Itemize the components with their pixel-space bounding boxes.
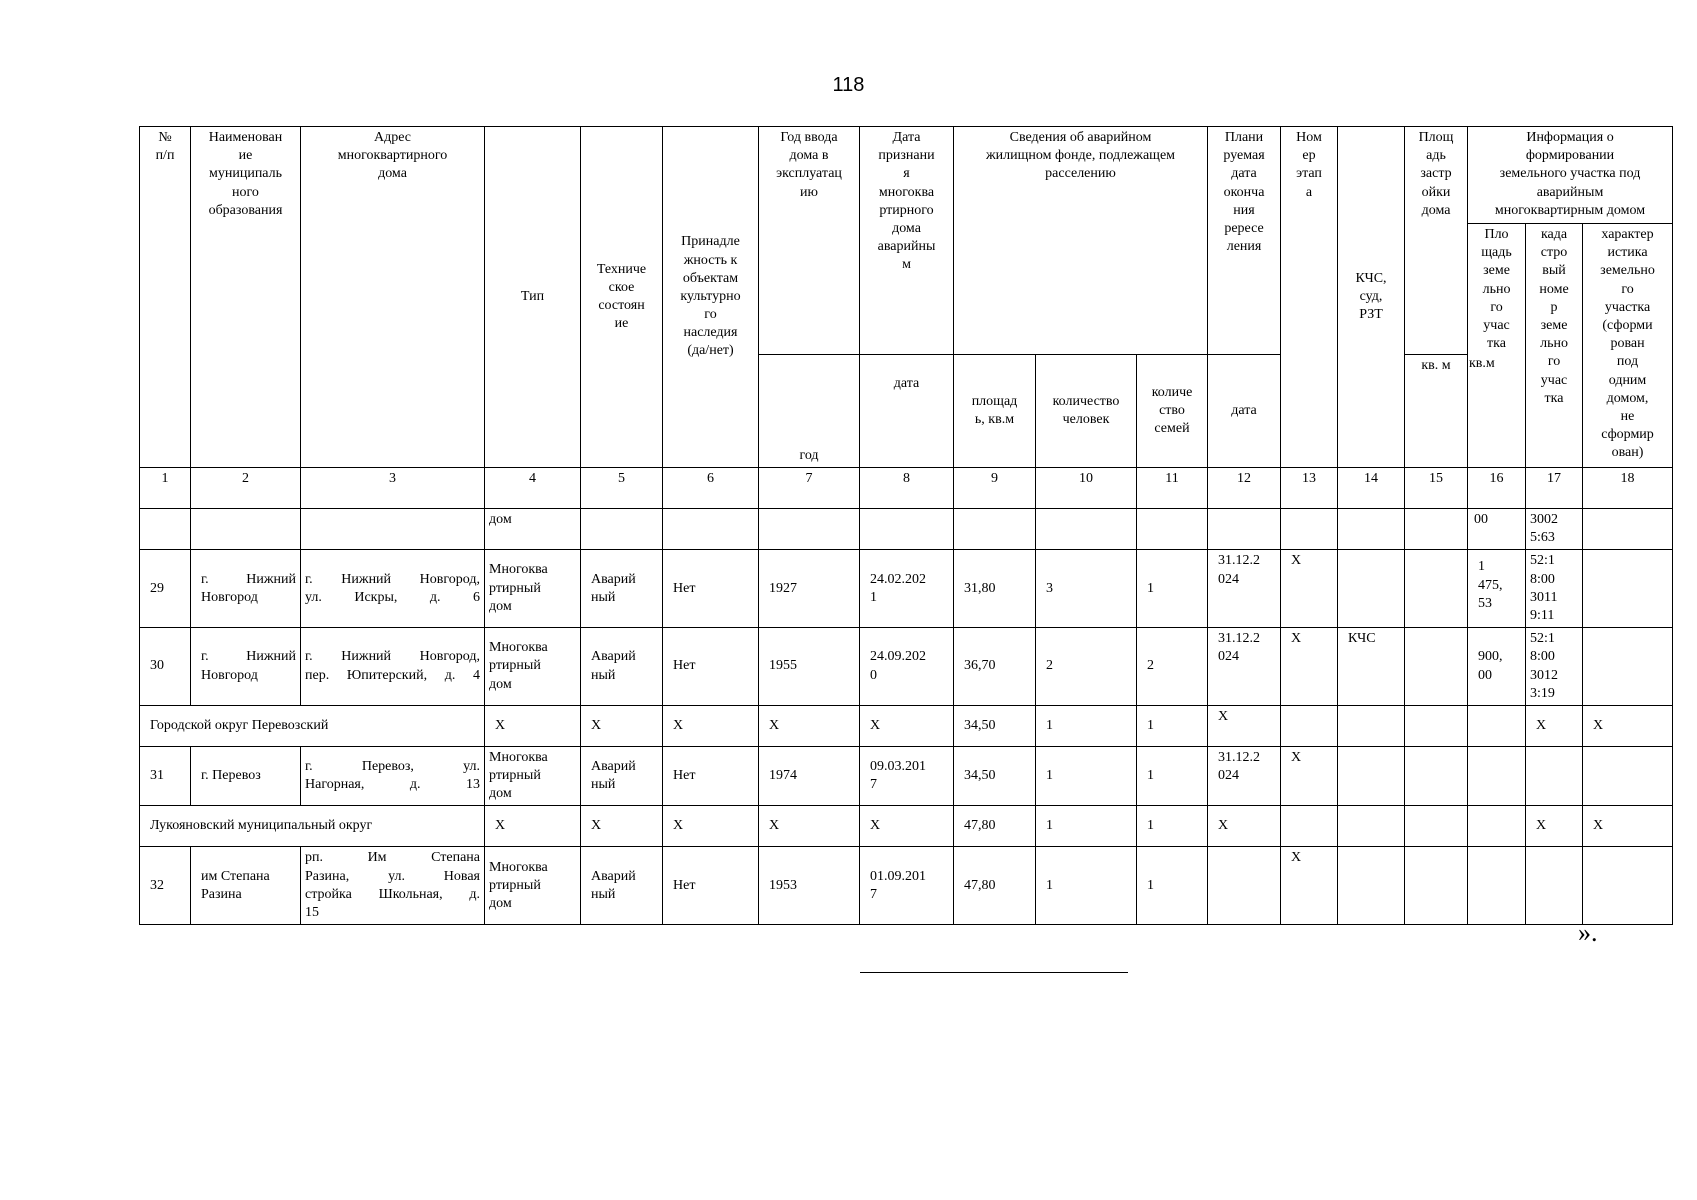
col-num-5: 5	[581, 468, 663, 509]
cell-cadastral: X	[1526, 705, 1583, 746]
unit-land-sqm: кв.м	[1469, 356, 1495, 371]
col-num-10: 10	[1036, 468, 1137, 509]
summary-title: Лукояновский муниципальный округ	[140, 806, 485, 847]
cell-cadastral: X	[1526, 806, 1583, 847]
col-num-4: 4	[485, 468, 581, 509]
header-land-info: Информация о формировании земельного участка под аварийным многоквартирным домом	[1468, 127, 1673, 224]
cell-state: Аварий ный	[581, 746, 663, 806]
cell-heritage: Нет	[663, 628, 759, 706]
cell-stage: X	[1281, 628, 1338, 706]
cell-people: 3	[1036, 550, 1137, 628]
cell-planned	[1208, 847, 1281, 925]
cell-type: Многоква ртирный дом	[485, 550, 581, 628]
header-build-area: Площ адь застр ойки дома	[1405, 127, 1468, 355]
cell-num: 30	[140, 628, 191, 706]
header-num: № п/п	[140, 127, 191, 468]
cell-planned: X	[1208, 806, 1281, 847]
table-row-32	[140, 847, 1673, 925]
cell-type: Многоква ртирный дом	[485, 628, 581, 706]
header-emergency-fund: Сведения об аварийном жилищном фонде, подлежащем расселению	[954, 127, 1208, 355]
header-date-recognized: Дата признани я многоква ртирного дома аварийны м	[860, 127, 954, 355]
cell-cadastral: 3002 5:63	[1526, 509, 1583, 550]
cell-heritage: X	[663, 705, 759, 746]
cell-address: рп. Им Степана Разина, ул. Новая стройка Школьная, д. 15	[301, 847, 485, 925]
cell-area: 34,50	[954, 746, 1036, 806]
unit-build-sqm: кв. м	[1405, 355, 1468, 468]
col-num-2: 2	[191, 468, 301, 509]
page-number: 118	[832, 74, 865, 96]
cell-heritage: Нет	[663, 847, 759, 925]
cell-num: 29	[140, 550, 191, 628]
cell-heritage: Нет	[663, 550, 759, 628]
cell-families: 1	[1137, 746, 1208, 806]
cell-heritage: X	[663, 806, 759, 847]
cell-cadastral: 52:1 8:00 3011 9:11	[1526, 550, 1583, 628]
header-heritage: Принадле жность к объектам культурно го наследия (да/нет)	[663, 127, 759, 468]
header-cadastral: када стро вый номе р земе льно го учас тка	[1526, 224, 1583, 468]
header-land-char: характер истика земельно го участка (сформи рован под одним домом, не сформир ован)	[1583, 224, 1673, 468]
cell-municipality: им Степана Разина	[191, 847, 301, 925]
cell-year: 1955	[759, 628, 860, 706]
cell-stage: X	[1281, 550, 1338, 628]
summary-row-lukoyanov	[140, 806, 1673, 847]
cell-people: 1	[1036, 847, 1137, 925]
table-row-30	[140, 628, 1673, 706]
cell-area: 47,80	[954, 847, 1036, 925]
col-num-13: 13	[1281, 468, 1338, 509]
cell-land-area: 00	[1468, 509, 1526, 550]
cell-build-area	[1405, 628, 1468, 706]
column-number-row	[140, 468, 1673, 509]
cell-year: X	[759, 806, 860, 847]
col-num-16: 16	[1468, 468, 1526, 509]
cell-land-area: 1 475, 53	[1468, 550, 1526, 628]
cell-year: X	[759, 705, 860, 746]
col-num-7: 7	[759, 468, 860, 509]
col-num-3: 3	[301, 468, 485, 509]
cell-type: X	[485, 705, 581, 746]
unit-planned-date: дата	[1208, 355, 1281, 468]
col-num-9: 9	[954, 468, 1036, 509]
cell-municipality: г. Перевоз	[191, 746, 301, 806]
col-num-11: 11	[1137, 468, 1208, 509]
table-row-31	[140, 746, 1673, 806]
cell-state: Аварий ный	[581, 847, 663, 925]
cell-land-char	[1583, 628, 1673, 706]
col-num-12: 12	[1208, 468, 1281, 509]
cell-type: Многоква ртирный дом	[485, 746, 581, 806]
cell-date: X	[860, 806, 954, 847]
col-num-6: 6	[663, 468, 759, 509]
cell-address: г. Нижний Новгород, пер. Юпитерский, д. 4	[301, 628, 485, 706]
header-row-1	[140, 127, 1673, 224]
resettlement-table	[139, 126, 1673, 925]
cell-land-char: X	[1583, 806, 1673, 847]
cell-year: 1974	[759, 746, 860, 806]
cell-address: г. Нижний Новгород, ул. Искры, д. 6	[301, 550, 485, 628]
cell-people: 1	[1036, 746, 1137, 806]
header-municipality: Наименован ие муниципаль ного образования	[191, 127, 301, 468]
cell-families: 1	[1137, 705, 1208, 746]
col-num-15: 15	[1405, 468, 1468, 509]
cell-stage: X	[1281, 746, 1338, 806]
cell-area: 34,50	[954, 705, 1036, 746]
cell-area: 31,80	[954, 550, 1036, 628]
cell-area: 36,70	[954, 628, 1036, 706]
cell-municipality: г. Нижний Новгород	[191, 628, 301, 706]
cell-date: 24.09.202 0	[860, 628, 954, 706]
cell-planned: X	[1208, 705, 1281, 746]
col-num-17: 17	[1526, 468, 1583, 509]
cell-people: 1	[1036, 806, 1137, 847]
cell-people: 2	[1036, 628, 1137, 706]
divider-line	[860, 972, 1128, 973]
table-row-continuation	[140, 509, 1673, 550]
unit-area: площад ь, кв.м	[954, 355, 1036, 468]
cell-stage: X	[1281, 847, 1338, 925]
header-stage: Ном ер этап а	[1281, 127, 1338, 468]
cell-build-area	[1405, 550, 1468, 628]
cell-year: 1953	[759, 847, 860, 925]
cell-families: 1	[1137, 847, 1208, 925]
cell-people: 1	[1036, 705, 1137, 746]
cell-area: 47,80	[954, 806, 1036, 847]
cell-date: 01.09.201 7	[860, 847, 954, 925]
col-num-8: 8	[860, 468, 954, 509]
cell-land-char: X	[1583, 705, 1673, 746]
header-year: Год ввода дома в эксплуатац ию	[759, 127, 860, 355]
header-kchs: КЧС, суд, РЗТ	[1338, 127, 1405, 468]
summary-row-perevoz	[140, 705, 1673, 746]
cell-state: Аварий ный	[581, 550, 663, 628]
cell-municipality: г. Нижний Новгород	[191, 550, 301, 628]
cell-address: г. Перевоз, ул. Нагорная, д. 13	[301, 746, 485, 806]
cell-planned: 31.12.2 024	[1208, 628, 1281, 706]
header-land-area: Пло щадь земе льно го учас тка	[1468, 224, 1526, 468]
cell-date: 24.02.202 1	[860, 550, 954, 628]
cell-state: X	[581, 705, 663, 746]
unit-families: количе ство семей	[1137, 355, 1208, 468]
summary-title: Городской округ Перевозский	[140, 705, 485, 746]
cell-year: 1927	[759, 550, 860, 628]
cell-land-char	[1583, 550, 1673, 628]
col-num-1: 1	[140, 468, 191, 509]
table-row-29	[140, 550, 1673, 628]
cell-families: 2	[1137, 628, 1208, 706]
cell-land-area: 900, 00	[1468, 628, 1526, 706]
closing-quote-mark: ».	[1578, 918, 1598, 947]
header-tech-state: Техниче ское состоян ие	[581, 127, 663, 468]
cell-num: 32	[140, 847, 191, 925]
cell-num: 31	[140, 746, 191, 806]
cell-state: X	[581, 806, 663, 847]
cell-planned: 31.12.2 024	[1208, 550, 1281, 628]
unit-date: дата	[860, 355, 954, 468]
cell-state: Аварий ный	[581, 628, 663, 706]
cell-cadastral: 52:1 8:00 3012 3:19	[1526, 628, 1583, 706]
cell-kchs: КЧС	[1338, 628, 1405, 706]
cell-type: Многоква ртирный дом	[485, 847, 581, 925]
col-num-18: 18	[1583, 468, 1673, 509]
header-address: Адрес многоквартирного дома	[301, 127, 485, 468]
cell-families: 1	[1137, 806, 1208, 847]
cell-type: дом	[485, 509, 581, 550]
header-type: Тип	[485, 127, 581, 468]
cell-type: X	[485, 806, 581, 847]
cell-date: X	[860, 705, 954, 746]
cell-date: 09.03.201 7	[860, 746, 954, 806]
cell-heritage: Нет	[663, 746, 759, 806]
col-num-14: 14	[1338, 468, 1405, 509]
unit-people: количество человек	[1036, 355, 1137, 468]
cell-families: 1	[1137, 550, 1208, 628]
unit-year: год	[759, 355, 860, 468]
cell-kchs	[1338, 550, 1405, 628]
header-planned-date: Плани руемая дата оконча ния pересе ления	[1208, 127, 1281, 355]
cell-planned: 31.12.2 024	[1208, 746, 1281, 806]
